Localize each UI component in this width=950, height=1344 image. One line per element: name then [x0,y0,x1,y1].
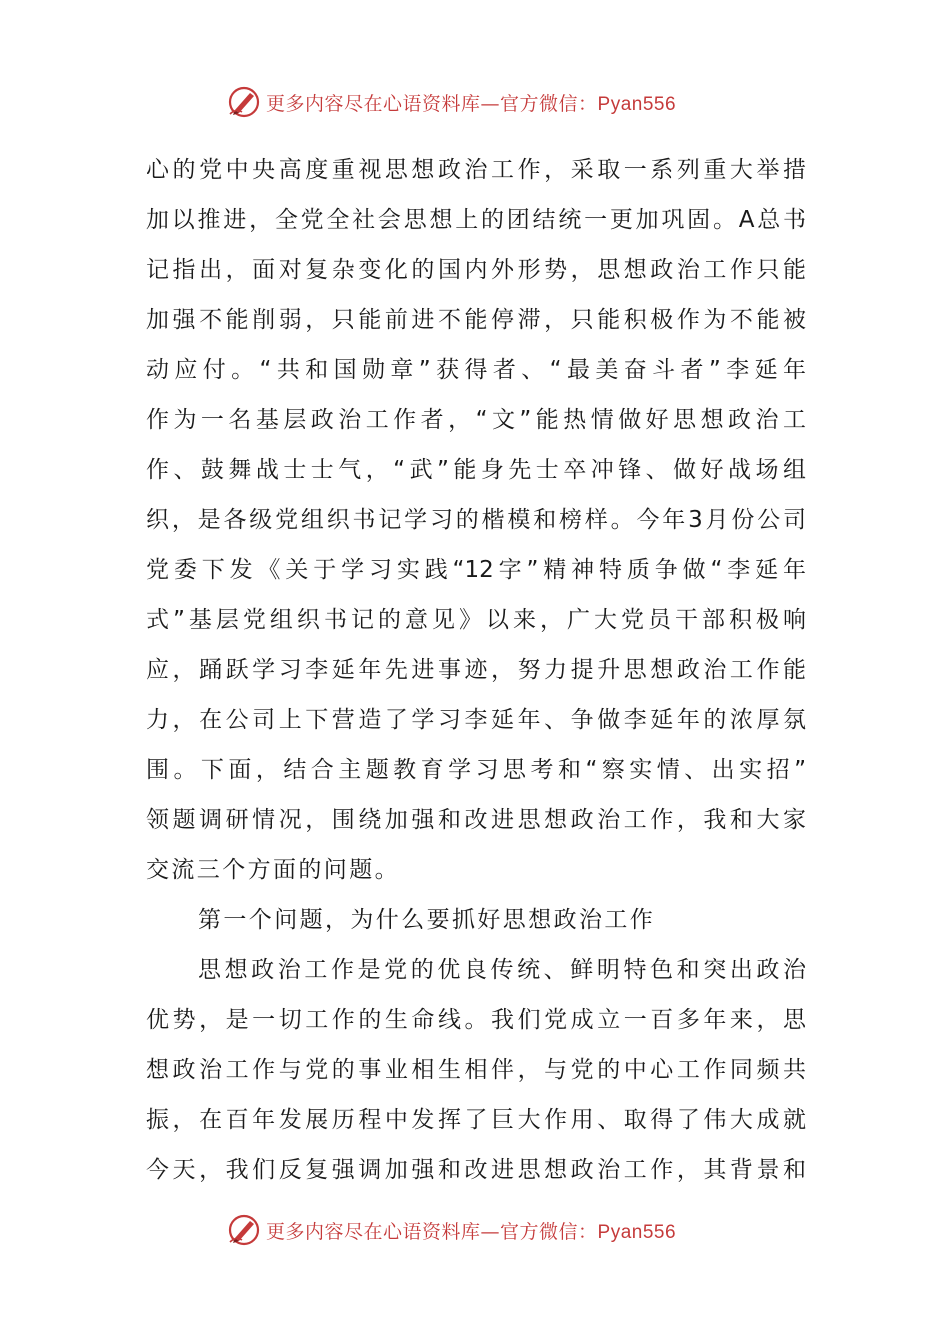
pen-logo-icon [226,84,262,120]
text-line: 加以推进，全党全社会思想上的团结统一更加巩固。A总书 [146,207,806,233]
text-line: 思想政治工作是党的优良传统、鲜明特色和突出政治 [198,957,806,983]
text-line: 交流三个方面的问题。 [146,857,400,883]
pen-logo-icon [226,1212,262,1248]
text-line: 今天，我们反复强调加强和改进思想政治工作，其背景和 [146,1157,806,1183]
text-line: 记指出，面对复杂变化的国内外形势，思想政治工作只能 [146,257,806,283]
text-line: 围。下面，结合主题教育学习思考和“察实情、出实招” [146,757,806,783]
text-line: 作为一名基层政治工作者，“文”能热情做好思想政治工 [146,407,806,433]
text-line: 加强不能削弱，只能前进不能停滞，只能积极作为不能被 [146,307,806,333]
footer-banner-handle: Pyan556 [597,1221,677,1243]
text-line: 振，在百年发展历程中发挥了巨大作用、取得了伟大成就 [146,1107,806,1133]
section-heading: 第一个问题，为什么要抓好思想政治工作 [198,907,656,933]
text-line: 党委下发《关于学习实践“12字”精神特质争做“李延年 [146,557,806,583]
paragraph-2 [146,945,806,1195]
footer-banner [226,1210,746,1250]
text-line: 领题调研情况，围绕加强和改进思想政治工作，我和大家 [146,807,806,833]
text-line: 心的党中央高度重视思想政治工作，采取一系列重大举措 [146,157,806,183]
text-line: 想政治工作与党的事业相生相伴，与党的中心工作同频共 [146,1057,806,1083]
text-line: 织，是各级党组织书记学习的楷模和榜样。今年3月份公司 [146,507,806,533]
text-line: 式”基层党组织书记的意见》以来，广大党员干部积极响 [146,607,806,633]
header-banner-handle: Pyan556 [597,93,677,115]
header-banner-text: 更多内容尽在心语资料库—官方微信：Pyan556 [266,92,677,115]
text-line: 动应付。“共和国勋章”获得者、“最美奋斗者”李延年 [146,357,806,383]
paragraph-1 [146,145,806,895]
text-line: 优势，是一切工作的生命线。我们党成立一百多年来，思 [146,1007,806,1033]
header-banner [226,82,746,122]
text-line: 力，在公司上下营造了学习李延年、争做李延年的浓厚氛 [146,707,806,733]
footer-banner-text: 更多内容尽在心语资料库—官方微信：Pyan556 [266,1220,677,1243]
text-line: 应，踊跃学习李延年先进事迹，努力提升思想政治工作能 [146,657,806,683]
text-line: 作、鼓舞战士士气，“武”能身先士卒冲锋、做好战场组 [146,457,806,483]
document-body [146,145,806,1195]
